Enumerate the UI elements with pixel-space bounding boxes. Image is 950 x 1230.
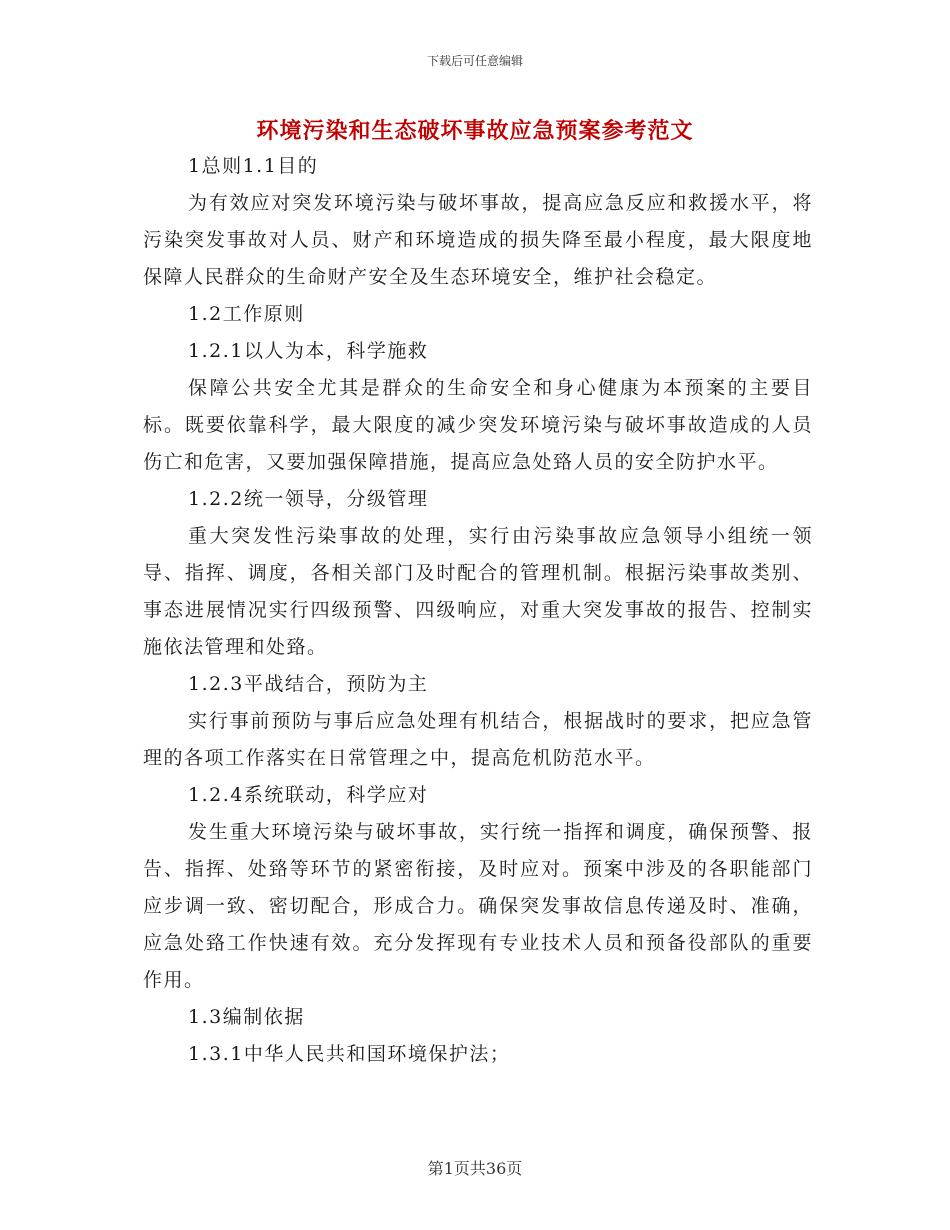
document-title: 环境污染和生态破坏事故应急预案参考范文	[256, 118, 694, 144]
body-paragraph: 重大突发性污染事故的处理，实行由污染事故应急领导小组统一领导、指挥、调度，各相关部门及时配合的管理机制。根据污染事故类别、事态进展情况实行四级预警、四级响应，对重大突发事故的报告、控制实施依法管理和处臵。	[143, 525, 813, 658]
body-paragraph: 为有效应对突发环境污染与破坏事故，提高应急反应和救援水平，将污染突发事故对人员、财产和环境造成的损失降至最小程度，最大限度地保障人民群众的生命财产安全及生态环境安全，维护社会稳定。	[143, 192, 813, 288]
section-heading: 1.3编制依据	[188, 1006, 305, 1028]
subsection-heading: 1.2.1以人为本，科学施救	[188, 340, 429, 362]
document-body	[143, 148, 813, 1073]
body-paragraph: 实行事前预防与事后应急处理有机结合，根据战时的要求，把应急管理的各项工作落实在日常管理之中，提高危机防范水平。	[143, 710, 813, 769]
section-heading: 1.2工作原则	[188, 303, 305, 325]
subsection-heading: 1.2.2统一领导，分级管理	[188, 488, 429, 510]
page-footer: 第1页共36页	[427, 1159, 523, 1178]
subsection-heading: 1.2.3平战结合，预防为主	[188, 673, 429, 695]
subsection-heading: 1.3.1中华人民共和国环境保护法；	[188, 1043, 511, 1065]
body-paragraph: 保障公共安全尤其是群众的生命安全和身心健康为本预案的主要目标。既要依靠科学，最大限度的减少突发环境污染与破坏事故造成的人员伤亡和危害，又要加强保障措施，提高应急处臵人员的安全防护水平。	[143, 377, 813, 473]
page-header: 下载后可任意编辑	[426, 54, 523, 68]
body-paragraph: 发生重大环境污染与破坏事故，实行统一指挥和调度，确保预警、报告、指挥、处臵等环节的紧密衔接，及时应对。预案中涉及的各职能部门应步调一致、密切配合，形成合力。确保突发事故信息传递及时、准确，应急处臵工作快速有效。充分发挥现有专业技术人员和预备役部队的重要作用。	[143, 821, 813, 991]
subsection-heading: 1.2.4系统联动，科学应对	[188, 784, 429, 806]
section-heading: 1总则1.1目的	[188, 155, 319, 177]
